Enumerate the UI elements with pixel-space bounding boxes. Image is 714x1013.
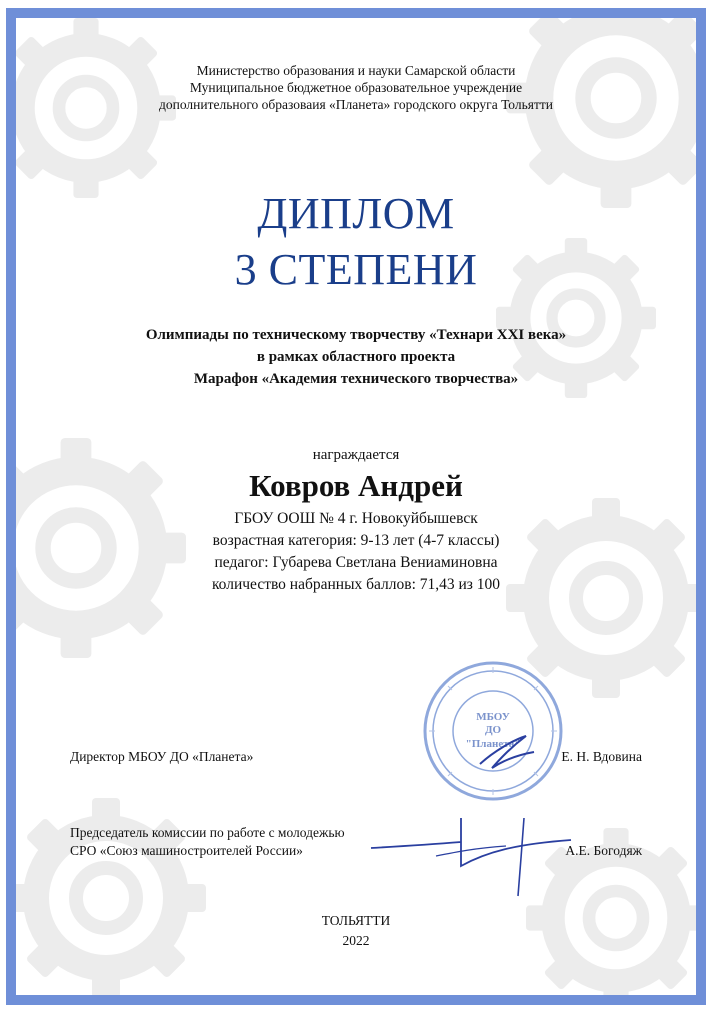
- event-name: Олимпиады по техническому творчеству «Технари XXI века»: [145, 327, 567, 343]
- stamp-line-3: "Планета": [465, 738, 521, 750]
- issuer-line-organization: дополнительного образоваия «Планета» городского округа Тольятти: [158, 97, 553, 112]
- diploma-degree: 3 СТЕПЕНИ: [234, 245, 478, 294]
- recipient-school: ГБОУ ООШ № 4 г. Новокуйбышевск: [234, 510, 478, 527]
- chair-position-line2: СРО «Союз машиностроителей России»: [70, 843, 303, 858]
- chair-name: А.Е. Богодяж: [565, 843, 642, 858]
- stamp-line-1: МБОУ: [476, 711, 510, 723]
- diploma-frame: [6, 8, 706, 1005]
- footer-city: ТОЛЬЯТТИ: [321, 913, 391, 928]
- diploma-title: [16, 186, 696, 298]
- stamp-line-2: ДО: [484, 724, 502, 736]
- recipient-score: количество набранных баллов: 71,43 из 100: [211, 576, 501, 593]
- event-description: [16, 324, 696, 390]
- chair-position-line1: Председатель комиссии по работе с молодежью: [70, 825, 345, 840]
- chair-block: [70, 824, 345, 860]
- event-project: в рамках областного проекта: [256, 349, 456, 365]
- footer-year: 2022: [342, 933, 370, 948]
- recipient-name: Ковров Андрей: [249, 468, 463, 503]
- awarded-label: награждается: [312, 447, 400, 463]
- director-name: Е. Н. Вдовина: [561, 749, 642, 764]
- issuer-line-ministry: Министерство образования и науки Самарской области: [196, 63, 516, 78]
- diploma-title-word: ДИПЛОМ: [257, 189, 455, 238]
- director-block: [70, 748, 253, 766]
- official-stamp: [418, 656, 568, 806]
- recipient-details: [16, 508, 696, 596]
- event-marathon: Марафон «Академия технического творчества»: [193, 371, 519, 387]
- issuer-header: [16, 62, 696, 113]
- diploma-content: [16, 18, 696, 995]
- footer: [16, 911, 696, 951]
- chair-signature: [366, 808, 576, 898]
- recipient-teacher: педагог: Губарева Светлана Вениаминовна: [214, 554, 498, 571]
- recipient-age-category: возрастная категория: 9-13 лет (4-7 классы): [212, 532, 500, 549]
- director-position: Директор МБОУ ДО «Планета»: [70, 749, 254, 764]
- issuer-line-institution: Муниципальное бюджетное образовательное учреждение: [189, 80, 523, 95]
